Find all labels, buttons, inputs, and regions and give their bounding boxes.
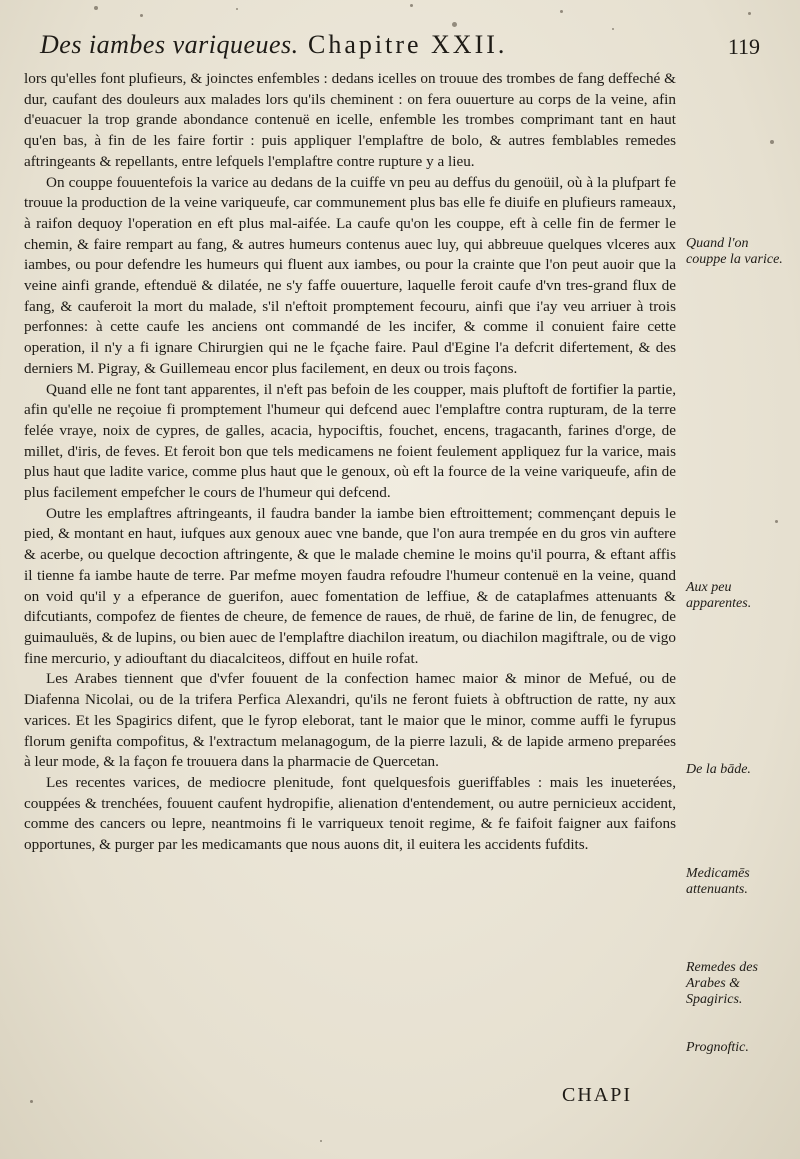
running-title: Des iambes variqueues. xyxy=(40,30,299,59)
page-header xyxy=(40,18,760,66)
margin-note: De la bāde. xyxy=(686,762,751,777)
paragraph: Quand elle ne font tant apparentes, il n'eft pas befoin de les coupper, mais pluftoft de fortifier la partie, afin qu'elle ne reçoiue fi promptement l'humeur qui defcend auec l'emplaftre contra rupturam, de la terre felée vraye, noix de cypres, de galles, acacia, hypociftis, fouchet, encens, tragacanth, farines d'orge, de millet, d'iris, de feves. Et feroit bon que tels medicamens ne foient feulement appliquez fur la varice, mais plus haut que ladite varice, comme plus haut que le genoux, où eft la fource de la veine variqueufe, afin de plus facilement empefcher le cours de l'humeur qui defcend. xyxy=(24,380,676,502)
paragraph: lors qu'elles font plufieurs, & joinctes enfembles : dedans icelles on trouue des trombes de fang deffeché & dur, caufant des douleurs aux malades lors qu'ils cheminent : on fera ouuerture au corps de la veine, afin d'euacuer la trop grande abondance contenuë en icelle, enfemble les trombes comprimant tant en haut qu'en bas, à fin de les faire fortir : puis appliquer l'emplaftre de bolo, & autres femblables remedes aftringeants & repellants, entre lefquels l'emplaftre contre rupture y a lieu. xyxy=(24,70,676,170)
body-text xyxy=(24,69,676,856)
paragraph: Outre les emplaftres aftringeants, il faudra bander la iambe bien eftroittement; commençant depuis le pied, & montant en haut, iufques aux genoux auec vne bande, que l'on aura trempée en du gros vin auftere & acerbe, ou quelque decoction aftringente, & que le malade chemine le moins qu'il pourra, & eftant affis il tienne fa iambe haute de terre. Par mefme moyen faudra refoudre l'humeur contenuë en la veine, quand on void qu'il y a efperance de guerifon, auec fomentation de leffiue, & de cataplafmes attenuants & difcutiants, compofez de fientes de cheure, de femence de raues, de rhuë, de farine de lin, de fenugrec, de guimauluës, & de lupins, ou bien auec de l'emplaftre diachilon ireatum, ou diachilon magiftrale, ou de vigo fine mercurio, y adiouftant du diacalciteos, diffout en huile rofat. xyxy=(24,504,676,667)
chapter-heading: Chapitre XXII. xyxy=(308,30,508,59)
paragraph: Les Arabes tiennent que d'vfer fouuent de la confection hamec maior & minor de Mefué, ou de Diafenna Nicolai, ou de la trifera Perfica Alexandri, qu'ils ne feront fuiets à obftruction de ratte, ny aux varices. Et les Spagirics difent, que le fyrop eleborat, tant le maior que le minor, comme auffi le fyrupus florum genifta compofitus, & l'extractum melanagogum, de la pierre lazuli, & de lapide armeno preparées à leur mode, & la façon fe trouuera dans la pharmacie de Quercetan. xyxy=(24,670,676,771)
margin-note: Prognoftic. xyxy=(686,1040,749,1055)
margin-note: Aux peu apparentes. xyxy=(686,580,752,611)
paragraph: On couppe fouuentefois la varice au dedans de la cuiffe vn peu au deffus du genoüil, où à la plufpart fe trouue la production de la veine variqueufe, car communement plus bas elle fe diuife en plufieurs rameaux, à raifon dequoy l'operation en eft plus mal-aifée. La caufe qu'on les couppe, eft à celle fin de fermer le chemin, & faire rempart au fang, & autres humeurs contenus auec luy, qui abbreuue quelques vlceres aux iambes, ou pour defendre les humeurs qui fluent aux iambes, ou pour la crainte que l'on peut auoir que la veine ainfi grande, eftenduë & dilatée, ne s'y faffe ouuerture, laquelle feroit caufe d'vn tres-grand flux de fang, & cauferoit la mort du malade, s'il n'eftoit promptement fecouru, ainfi que i'ay veu arriuer à trois perfonnes: à cette caufe les anciens ont commandé de les incifer, & comme il conuient faire cette operation, il n'y a fi ignare Chirurgien qui ne le fçache faire. Paul d'Egine l'a defcrit difertement, & des derniers M. Pigray, & Guillemeau encor plus facilement, en deux ou trois façons. xyxy=(24,173,676,377)
paragraph: Les recentes varices, de mediocre plenitude, font quelquesfois gueriffables : mais les inueterées, couppées & trenchées, fouuent caufent hydropifie, alienation d'entendement, ou autre pernicieux accident, comme des cancers ou lepre, neantmoins fi le varriqueux tenoit regime, & fe faifoit faigner aux faifons opportunes, & purger par les medicamants que nous auons dit, il euitera les accidents fufdits. xyxy=(24,773,676,854)
catchword: CHAPI xyxy=(562,1084,633,1106)
margin-note: Remedes des Arabes & Spagirics. xyxy=(686,960,758,1007)
page-number: 119 xyxy=(727,34,760,59)
margin-note: Medicamēs attenuants. xyxy=(686,866,750,897)
margin-note: Quand l'on couppe la varice. xyxy=(686,236,783,267)
